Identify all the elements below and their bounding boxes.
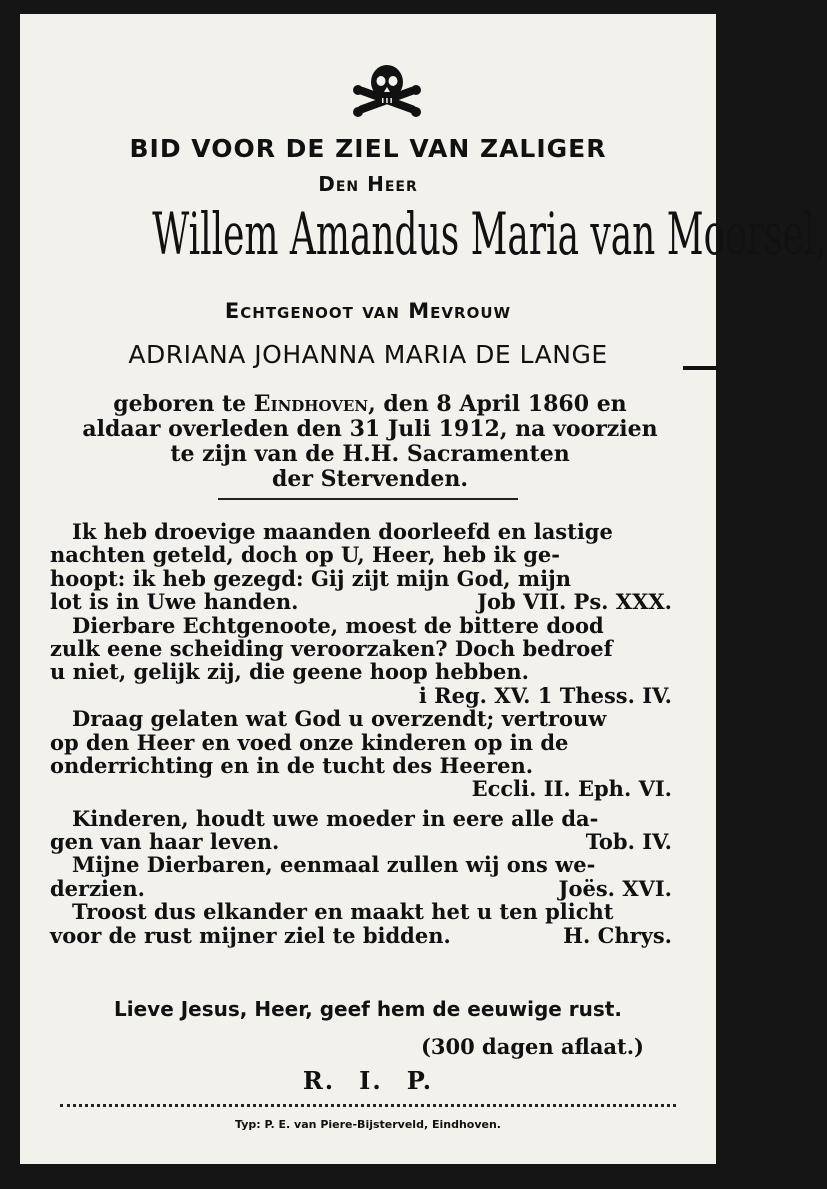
- verse-line: voor de rust mijner ziel te bidden. H. Chrys.: [50, 922, 672, 948]
- verse-line: gen van haar leven. Tob. IV.: [50, 829, 672, 855]
- verse-line: [50, 684, 686, 707]
- verse-line: Troost dus elkander en maakt het u ten plicht: [72, 899, 614, 925]
- verse-line: lot is in Uwe handen. Job VII. Ps. XXX.: [50, 589, 672, 615]
- memorial-card: [20, 14, 827, 1164]
- birth-place: Eindhoven: [253, 391, 369, 417]
- heading-den-heer: Den Heer: [318, 172, 418, 196]
- verse-line: onderrichting en in de tucht des Heeren.: [50, 752, 534, 778]
- verse-line: Ik heb droevige maanden doorleefd en lastige: [72, 519, 613, 544]
- divider: [218, 498, 518, 500]
- verse-line: hoopt: ik heb gezegd: Gij zijt mijn God, mijn: [50, 565, 571, 591]
- spouse-name: ADRIANA JOHANNA MARIA DE LANGE: [128, 340, 608, 369]
- verse-line: op den Heer en voed onze kinderen op in de: [50, 729, 569, 755]
- verse-line: Dierbare Echtgenoote, moest de bittere dood: [72, 612, 604, 638]
- scripture-ref: i Reg. XV. 1 Thess. IV.: [418, 682, 672, 708]
- verse-line: derzien. Joës. XVI.: [50, 875, 672, 901]
- verse-line: Kinderen, houdt uwe moeder in eere alle da-: [72, 805, 599, 831]
- indulgence-note: (300 dagen aflaat.): [420, 1034, 644, 1059]
- birth-death-block: geboren te Eindhoven, den 8 April 1860 en aldaar overleden den 31 Juli 1912, na voorzien te zijn van de H.H. Sacramenten der Stervenden.: [82, 391, 658, 492]
- scripture-ref: Eccli. II. Eph. VI.: [471, 776, 672, 802]
- closing-prayer: Lieve Jesus, Heer, geef hem de eeuwige rust.: [114, 997, 622, 1021]
- deceased-name: Willem Amandus Maria van Moorsel,: [152, 200, 827, 268]
- spouse-dash: [683, 366, 716, 370]
- verse-line: u niet, gelijk zij, die geene hoop hebben.: [50, 659, 529, 685]
- scripture-ref: Job VII. Ps. XXX.: [477, 589, 672, 615]
- skull-crossbones-icon: [352, 62, 422, 122]
- verse-line: nachten geteld, doch op U, Heer, heb ik ge-: [50, 542, 560, 568]
- verse-line: [50, 777, 686, 800]
- verse-line: zulk eene scheiding veroorzaken? Doch bedroef: [50, 635, 613, 661]
- verse-line: Mijne Dierbaren, eenmaal zullen wij ons we-: [72, 852, 596, 878]
- scripture-ref: Tob. IV.: [585, 829, 672, 855]
- scripture-ref: H. Chrys.: [563, 922, 672, 948]
- heading-spouse-intro: Echtgenoot van Mevrouw: [224, 299, 512, 323]
- heading-prayer: BID VOOR DE ZIEL VAN ZALIGER: [129, 134, 607, 163]
- dotted-divider: [60, 1104, 676, 1107]
- verse-line: Draag gelaten wat God u overzendt; vertrouw: [72, 706, 607, 732]
- scripture-ref: Joës. XVI.: [558, 875, 672, 901]
- rip-line: R. I. P.: [302, 1066, 434, 1095]
- printer-credit: Typ: P. E. van Piere-Bijsterveld, Eindhoven.: [235, 1118, 501, 1131]
- verses-block: [50, 520, 686, 947]
